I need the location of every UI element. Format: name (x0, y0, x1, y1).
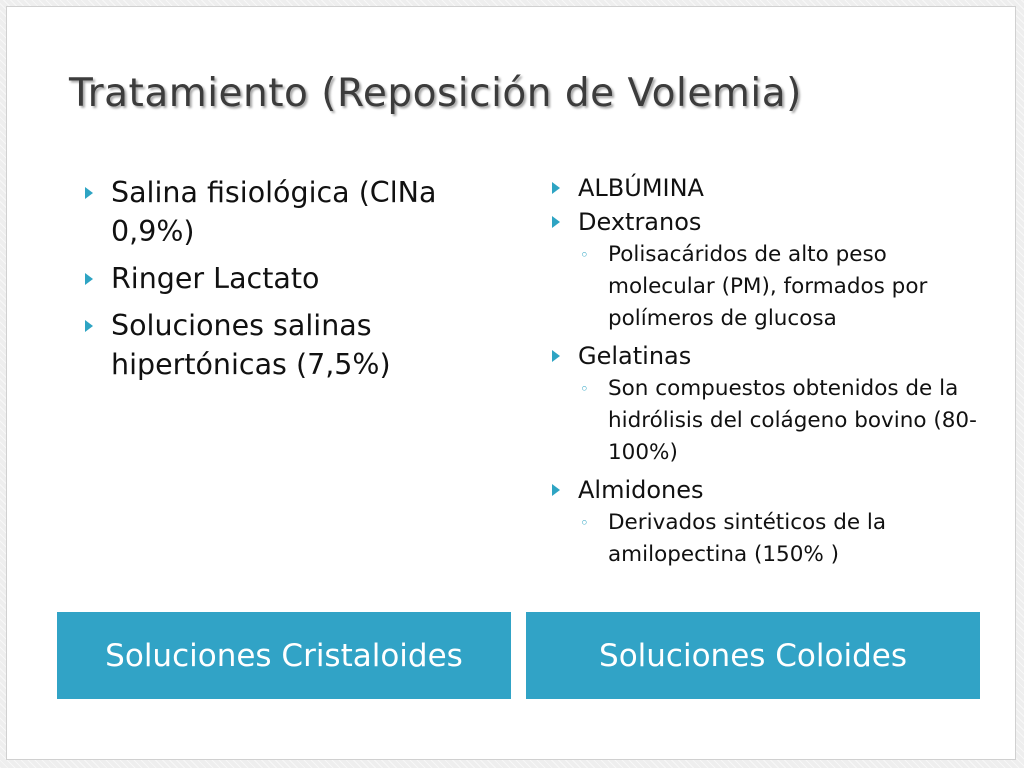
list-item (550, 205, 980, 239)
list-item-text: Gelatinas (578, 342, 692, 370)
list-item-text: ALBÚMINA (578, 174, 704, 202)
list-item-text: Dextranos (578, 208, 702, 236)
colloids-label-text: Soluciones Coloides (599, 637, 907, 674)
triangle-arrow-icon (85, 320, 93, 332)
colloids-label (526, 612, 980, 699)
crystalloids-list (83, 173, 503, 392)
triangle-arrow-icon (85, 273, 93, 285)
slide-title: Tratamiento (Reposición de Volemia) (69, 71, 802, 116)
triangle-arrow-icon (552, 216, 560, 228)
list-item (83, 306, 503, 384)
list-item (550, 171, 980, 205)
list-item-text: Ringer Lactato (111, 262, 320, 295)
circle-bullet-icon: ◦ (580, 246, 589, 264)
triangle-arrow-icon (552, 350, 560, 362)
sub-list-item (550, 239, 980, 335)
crystalloids-label-text: Soluciones Cristaloides (105, 637, 463, 674)
triangle-arrow-icon (552, 484, 560, 496)
sub-list-item-text: Son compuestos obtenidos de la hidrólisis del colágeno bovino (80-100%) (608, 376, 977, 465)
circle-bullet-icon: ◦ (580, 514, 589, 532)
triangle-arrow-icon (85, 187, 93, 199)
crystalloids-label (57, 612, 511, 699)
sub-list-item (550, 373, 980, 469)
list-item-text: Salina fisiológica (ClNa 0,9%) (111, 176, 437, 248)
list-item (550, 339, 980, 373)
list-item (550, 473, 980, 507)
triangle-arrow-icon (552, 182, 560, 194)
colloids-list (550, 171, 980, 575)
sub-list-item-text: Polisacáridos de alto peso molecular (PM), formados por polímeros de glucosa (608, 242, 928, 331)
sub-list-item-text: Derivados sintéticos de la amilopectina (150% ) (608, 510, 887, 567)
list-item (83, 259, 503, 298)
sub-list-item (550, 507, 980, 571)
slide (6, 6, 1016, 760)
list-item-text: Almidones (578, 476, 704, 504)
circle-bullet-icon: ◦ (580, 380, 589, 398)
list-item (83, 173, 503, 251)
list-item-text: Soluciones salinas hipertónicas (7,5%) (111, 309, 391, 381)
